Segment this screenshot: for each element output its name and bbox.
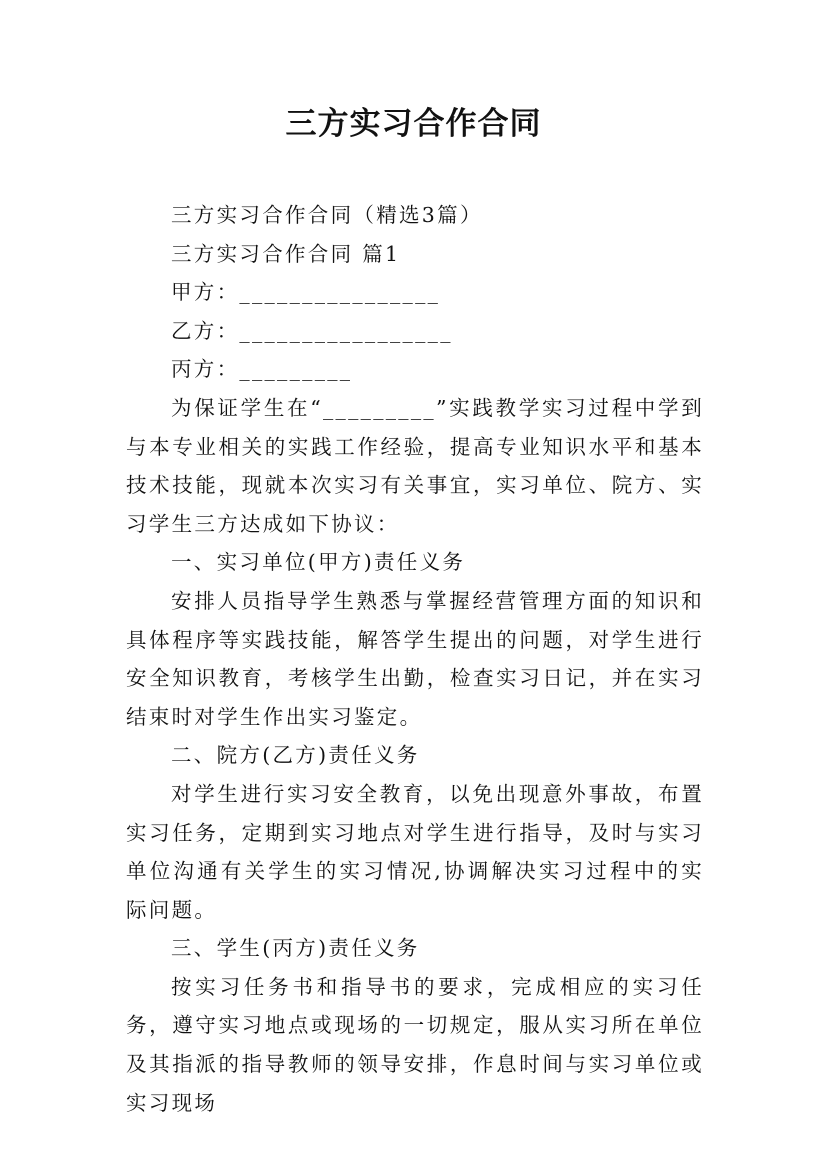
party-a-line: 甲方：________________ — [171, 280, 441, 305]
section-3-paragraph: 按实习任务书和指导书的要求，完成相应的实习任务，遵守实习地点或现场的一切规定，服从实习所在单位及其指派的指导教师的领导安排，作息时间与实习单位或实习现场 — [126, 974, 704, 1115]
section-1-paragraph: 安排人员指导学生熟悉与掌握经营管理方面的知识和具体程序等实践技能，解答学生提出的问题，对学生进行安全知识教育，考核学生出勤，检查实习日记，并在实习结束时对学生作出实习鉴定。 — [126, 588, 704, 729]
subtitle-line: 三方实习合作合同（精选3篇） — [171, 203, 483, 227]
section-2-paragraph: 对学生进行实习安全教育，以免出现意外事故，布置实习任务，定期到实习地点对学生进行指导，及时与实习单位沟通有关学生的实习情况,协调解决实习过程中的实际问题。 — [126, 781, 704, 922]
section-1-heading: 一、实习单位(甲方)责任义务 — [171, 550, 466, 575]
part-heading: 三方实习合作合同 篇1 — [171, 241, 401, 266]
document-body — [126, 196, 704, 1122]
intro-paragraph: 为保证学生在“_________”实践教学实习过程中学到与本专业相关的实践工作经验，提高专业知识水平和基本技术技能，现就本次实习有关事宜，实习单位、院方、实习学生三方达成如下协议： — [126, 395, 704, 536]
section-3-heading: 三、学生(丙方)责任义务 — [171, 936, 420, 961]
party-c-line: 丙方：_________ — [171, 357, 353, 382]
party-b-line: 乙方：_________________ — [171, 318, 453, 343]
document-title: 三方实习合作合同 — [285, 106, 542, 142]
section-2-heading: 二、院方(乙方)责任义务 — [171, 743, 420, 768]
